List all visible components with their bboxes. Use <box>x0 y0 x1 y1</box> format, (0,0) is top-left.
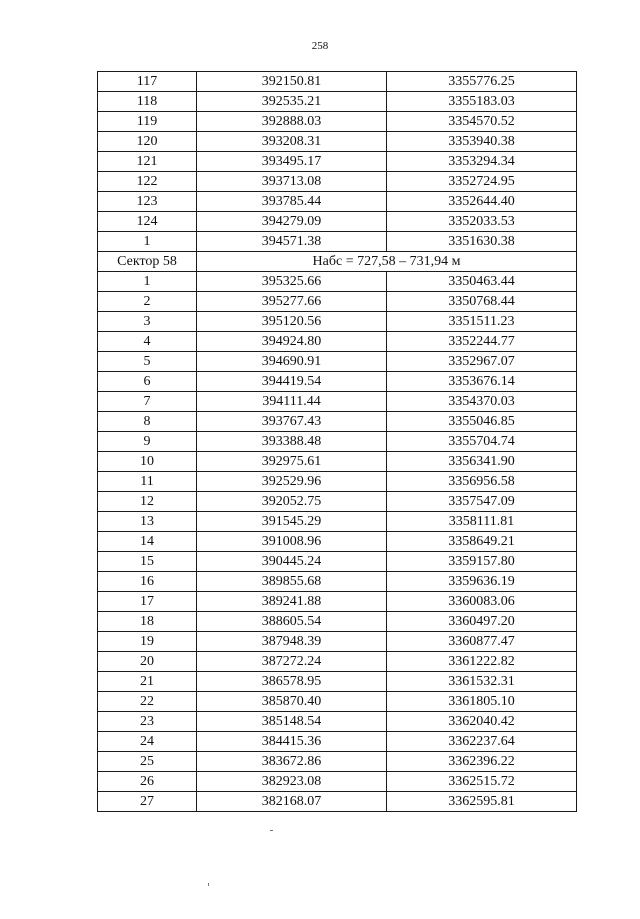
table-row <box>98 152 577 172</box>
point-number: 2 <box>98 292 197 312</box>
point-number: 7 <box>98 392 197 412</box>
table-row <box>98 292 577 312</box>
coordinate-x: 390445.24 <box>197 552 387 572</box>
coordinate-y: 3355046.85 <box>387 412 577 432</box>
coordinate-y: 3361805.10 <box>387 692 577 712</box>
table-row <box>98 172 577 192</box>
coordinate-y: 3360497.20 <box>387 612 577 632</box>
coordinate-y: 3362595.81 <box>387 792 577 812</box>
coordinate-y: 3354370.03 <box>387 392 577 412</box>
table-row <box>98 792 577 812</box>
table-row <box>98 592 577 612</box>
coordinate-x: 392535.21 <box>197 92 387 112</box>
table-row <box>98 232 577 252</box>
table-row <box>98 72 577 92</box>
point-number: 118 <box>98 92 197 112</box>
table-row <box>98 692 577 712</box>
coordinate-x: 391545.29 <box>197 512 387 532</box>
point-number: 119 <box>98 112 197 132</box>
coordinate-x: 394690.91 <box>197 352 387 372</box>
table-row <box>98 532 577 552</box>
coordinate-y: 3362396.22 <box>387 752 577 772</box>
coordinate-x: 383672.86 <box>197 752 387 772</box>
point-number: 9 <box>98 432 197 452</box>
coordinate-y: 3355704.74 <box>387 432 577 452</box>
coordinate-y: 3350463.44 <box>387 272 577 292</box>
coordinate-x: 385148.54 <box>197 712 387 732</box>
coordinate-y: 3351511.23 <box>387 312 577 332</box>
table-row <box>98 612 577 632</box>
coordinate-y: 3357547.09 <box>387 492 577 512</box>
table-row <box>98 552 577 572</box>
table-row <box>98 392 577 412</box>
coordinate-y: 3356341.90 <box>387 452 577 472</box>
table-row <box>98 192 577 212</box>
coordinate-x: 393208.31 <box>197 132 387 152</box>
coordinate-y: 3360083.06 <box>387 592 577 612</box>
point-number: 15 <box>98 552 197 572</box>
table-row <box>98 332 577 352</box>
coordinate-x: 394571.38 <box>197 232 387 252</box>
coordinate-y: 3361532.31 <box>387 672 577 692</box>
point-number: 6 <box>98 372 197 392</box>
table-row <box>98 652 577 672</box>
table-row <box>98 492 577 512</box>
table-row <box>98 112 577 132</box>
coordinate-y: 3359157.80 <box>387 552 577 572</box>
table-row <box>98 732 577 752</box>
coordinate-x: 386578.95 <box>197 672 387 692</box>
coordinate-y: 3352033.53 <box>387 212 577 232</box>
coordinate-y: 3358111.81 <box>387 512 577 532</box>
point-number: 5 <box>98 352 197 372</box>
coordinate-x: 387948.39 <box>197 632 387 652</box>
coordinate-x: 392975.61 <box>197 452 387 472</box>
coordinate-y: 3359636.19 <box>387 572 577 592</box>
point-number: 17 <box>98 592 197 612</box>
coordinate-y: 3362515.72 <box>387 772 577 792</box>
scan-speck <box>208 883 209 886</box>
coordinate-y: 3353294.34 <box>387 152 577 172</box>
coordinate-y: 3352967.07 <box>387 352 577 372</box>
point-number: 121 <box>98 152 197 172</box>
table-row <box>98 272 577 292</box>
coordinate-y: 3356956.58 <box>387 472 577 492</box>
table-row <box>98 472 577 492</box>
coordinate-x: 384415.36 <box>197 732 387 752</box>
coordinate-x: 382923.08 <box>197 772 387 792</box>
point-number: 26 <box>98 772 197 792</box>
coordinate-x: 385870.40 <box>197 692 387 712</box>
coordinate-x: 394279.09 <box>197 212 387 232</box>
point-number: 25 <box>98 752 197 772</box>
point-number: 21 <box>98 672 197 692</box>
point-number: 12 <box>98 492 197 512</box>
table-row <box>98 372 577 392</box>
coordinate-y: 3351630.38 <box>387 232 577 252</box>
point-number: 19 <box>98 632 197 652</box>
coordinate-x: 394111.44 <box>197 392 387 412</box>
table-row <box>98 752 577 772</box>
point-number: 1 <box>98 232 197 252</box>
coordinate-y: 3354570.52 <box>387 112 577 132</box>
table-row <box>98 352 577 372</box>
sector-header-row <box>98 252 577 272</box>
table-row <box>98 92 577 112</box>
sector-label: Сектор 58 <box>98 252 197 272</box>
point-number: 8 <box>98 412 197 432</box>
coordinate-x: 393713.08 <box>197 172 387 192</box>
coordinate-x: 395120.56 <box>197 312 387 332</box>
coordinate-x: 393388.48 <box>197 432 387 452</box>
table-row <box>98 412 577 432</box>
coordinate-y: 3355183.03 <box>387 92 577 112</box>
table-row <box>98 632 577 652</box>
point-number: 14 <box>98 532 197 552</box>
coordinate-x: 392052.75 <box>197 492 387 512</box>
table-row <box>98 452 577 472</box>
coordinate-x: 387272.24 <box>197 652 387 672</box>
coordinate-y: 3362237.64 <box>387 732 577 752</box>
table-row <box>98 772 577 792</box>
point-number: 117 <box>98 72 197 92</box>
coordinate-y: 3352724.95 <box>387 172 577 192</box>
table-row <box>98 312 577 332</box>
coordinate-x: 392888.03 <box>197 112 387 132</box>
coordinate-x: 389855.68 <box>197 572 387 592</box>
point-number: 120 <box>98 132 197 152</box>
coordinate-x: 389241.88 <box>197 592 387 612</box>
coordinate-y: 3353676.14 <box>387 372 577 392</box>
table-row <box>98 512 577 532</box>
coordinate-x: 395325.66 <box>197 272 387 292</box>
coordinate-y: 3352244.77 <box>387 332 577 352</box>
coordinate-y: 3350768.44 <box>387 292 577 312</box>
coordinate-x: 391008.96 <box>197 532 387 552</box>
table-row <box>98 432 577 452</box>
point-number: 27 <box>98 792 197 812</box>
point-number: 11 <box>98 472 197 492</box>
coordinate-x: 393495.17 <box>197 152 387 172</box>
point-number: 20 <box>98 652 197 672</box>
coordinate-x: 394419.54 <box>197 372 387 392</box>
coordinates-table <box>97 71 577 812</box>
table-row <box>98 712 577 732</box>
point-number: 122 <box>98 172 197 192</box>
table-row <box>98 212 577 232</box>
coordinate-y: 3358649.21 <box>387 532 577 552</box>
coordinate-y: 3355776.25 <box>387 72 577 92</box>
coordinate-x: 392529.96 <box>197 472 387 492</box>
point-number: 22 <box>98 692 197 712</box>
table-row <box>98 132 577 152</box>
point-number: 16 <box>98 572 197 592</box>
scan-speck <box>270 830 273 831</box>
coordinate-y: 3353940.38 <box>387 132 577 152</box>
coordinate-y: 3352644.40 <box>387 192 577 212</box>
point-number: 123 <box>98 192 197 212</box>
coordinate-y: 3361222.82 <box>387 652 577 672</box>
point-number: 1 <box>98 272 197 292</box>
coordinate-x: 393785.44 <box>197 192 387 212</box>
point-number: 3 <box>98 312 197 332</box>
coordinate-x: 395277.66 <box>197 292 387 312</box>
point-number: 13 <box>98 512 197 532</box>
coordinate-x: 394924.80 <box>197 332 387 352</box>
coordinate-y: 3362040.42 <box>387 712 577 732</box>
point-number: 124 <box>98 212 197 232</box>
coordinate-x: 393767.43 <box>197 412 387 432</box>
point-number: 4 <box>98 332 197 352</box>
table-row <box>98 572 577 592</box>
point-number: 23 <box>98 712 197 732</box>
coordinate-x: 392150.81 <box>197 72 387 92</box>
page-number: 258 <box>311 40 329 52</box>
table-row <box>98 672 577 692</box>
point-number: 10 <box>98 452 197 472</box>
coordinate-y: 3360877.47 <box>387 632 577 652</box>
point-number: 24 <box>98 732 197 752</box>
coordinate-x: 388605.54 <box>197 612 387 632</box>
coordinate-x: 382168.07 <box>197 792 387 812</box>
coordinates-table-body <box>98 72 577 812</box>
sector-height-range: Набс = 727,58 – 731,94 м <box>197 252 577 272</box>
point-number: 18 <box>98 612 197 632</box>
